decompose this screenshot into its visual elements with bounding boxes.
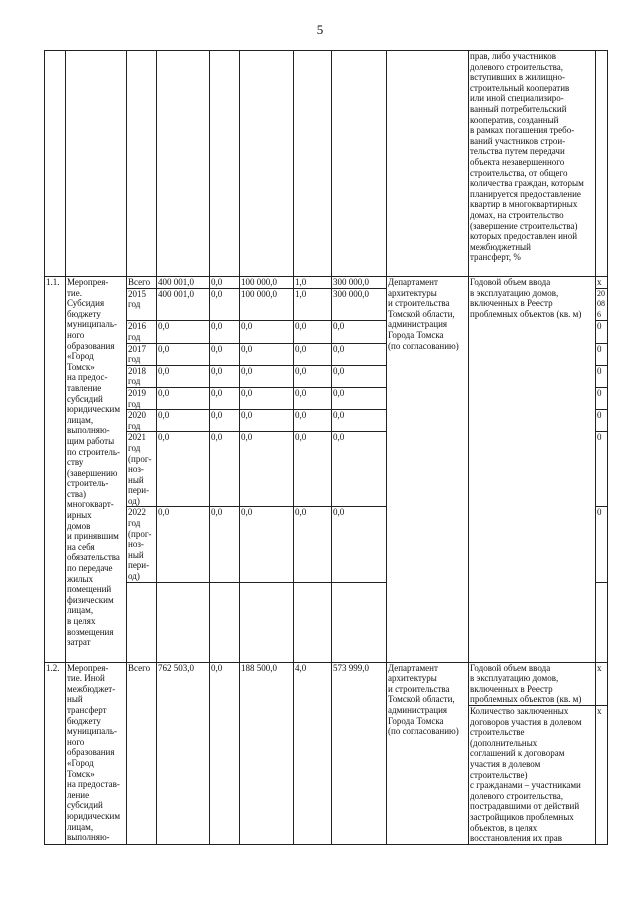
value-cell: 0 [596,432,608,507]
value-cell: 0 [596,321,608,343]
local-cell: 0,0 [294,321,332,343]
local-cell: 0,0 [294,365,332,387]
federal-cell: 0,0 [210,507,240,582]
year-cell: 2017 год [127,343,157,365]
other-cell: 0,0 [332,410,387,432]
table-row-1-1 [45,277,608,289]
federal-cell: 0,0 [210,343,240,365]
total-cell: 400 001,0 [157,277,210,289]
cell-empty [210,582,240,662]
value-cell: x [596,277,608,289]
regional-cell: 100 000,0 [240,277,294,289]
year-cell: 2018 год [127,365,157,387]
cell-empty [210,51,240,277]
value-cell: 20086 [596,288,608,321]
regional-cell: 0,0 [240,387,294,409]
cell-empty [157,582,210,662]
regional-cell: 0,0 [240,321,294,343]
cell-empty [240,51,294,277]
total-cell: 0,0 [157,343,210,365]
local-cell: 0,0 [294,387,332,409]
federal-cell: 0,0 [210,321,240,343]
federal-cell: 0,0 [210,387,240,409]
row-number: 1.1. [45,277,66,663]
year-cell: Всего [127,662,157,844]
year-cell: 2019 год [127,387,157,409]
event-description: Меропрея- тие. Субсидия бюджету муниципаль- ного образования «Город Томск» на предос- тавление субсидий юридическим лицам, выполняю- щим работы по строитель- ству (завершению строитель- ства) многокварт- ирных домов и принявшим на себя обязательства по передаче жилых помещений физическим лицам, в целях возмещения затрат [66,277,127,663]
federal-cell: 0,0 [210,662,240,844]
other-cell: 0,0 [332,321,387,343]
regional-cell: 0,0 [240,343,294,365]
total-cell: 0,0 [157,410,210,432]
cell-empty [332,51,387,277]
indicator-cell: Годовой объем ввода в эксплуатацию домов, включенных в Реестр проблемных объектов (кв. м) [469,277,596,663]
federal-cell: 0,0 [210,365,240,387]
event-description: Меропрея- тие. Иной межбюджет- ный трансферт бюджету муниципаль- ного образования «Город Томск» на предостав- ление субсидий юридическим лицам, выполняю- [66,662,127,844]
cell-empty [596,51,608,277]
local-cell: 1,0 [294,277,332,289]
regional-cell: 0,0 [240,410,294,432]
local-cell: 1,0 [294,288,332,321]
local-cell: 0,0 [294,432,332,507]
total-cell: 0,0 [157,321,210,343]
row-number: 1.2. [45,662,66,844]
total-cell: 0,0 [157,387,210,409]
total-cell: 762 503,0 [157,662,210,844]
page-number: 5 [316,22,324,37]
cell-empty [240,582,294,662]
regional-cell: 0,0 [240,365,294,387]
cell-empty [127,51,157,277]
cell-empty [294,51,332,277]
table-row-continuation [45,51,608,277]
local-cell: 0,0 [294,410,332,432]
year-cell: 2016 год [127,321,157,343]
executor-cell: Департамент архитектуры и строительства Томской области, администрация Города Томска (по согласованию) [387,277,469,663]
regional-cell: 0,0 [240,432,294,507]
total-cell: 0,0 [157,365,210,387]
year-cell: Всего [127,277,157,289]
table-row-1-2 [45,662,608,705]
cell-empty [596,582,608,662]
local-cell: 4,0 [294,662,332,844]
cell-empty [66,51,127,277]
other-cell: 0,0 [332,432,387,507]
value-cell: x [596,706,608,845]
cell-empty [387,51,469,277]
other-cell: 573 999,0 [332,662,387,844]
year-cell: 2015 год [127,288,157,321]
cell-empty [157,51,210,277]
cell-empty [45,51,66,277]
other-cell: 300 000,0 [332,288,387,321]
total-cell: 0,0 [157,432,210,507]
value-cell: 0 [596,365,608,387]
local-cell: 0,0 [294,343,332,365]
federal-cell: 0,0 [210,288,240,321]
cell-empty [294,582,332,662]
indicator-cell: Годовой объем ввода в эксплуатацию домов, включенных в Реестр проблемных объектов (кв. м) [469,662,596,705]
indicator-text: прав, либо участников долевого строительства, вступивших в жилищно- строительный кооператив или иной специализиро- ванный потребительский кооператив, созданный в рамках погашения требо- ваний участников строи- тельства путем передачи объекта незавершенного строительства, от общего количества граждан, которым планируется предоставление квартир в многоквартирных домах, на строительство (завершение строительства) которых предоставлен иной межбюджетный трансферт, % [469,51,596,277]
cell-empty [332,582,387,662]
federal-cell: 0,0 [210,410,240,432]
year-cell: 2020 год [127,410,157,432]
value-cell: 0 [596,507,608,582]
federal-cell: 0,0 [210,277,240,289]
year-cell: 2022 год (прог- ноз- ный пери- од) [127,507,157,582]
value-cell: x [596,662,608,705]
regional-cell: 0,0 [240,507,294,582]
local-cell: 0,0 [294,507,332,582]
other-cell: 0,0 [332,343,387,365]
other-cell: 0,0 [332,507,387,582]
value-cell: 0 [596,387,608,409]
total-cell: 0,0 [157,507,210,582]
other-cell: 0,0 [332,387,387,409]
regional-cell: 188 500,0 [240,662,294,844]
cell-empty [127,582,157,662]
federal-cell: 0,0 [210,432,240,507]
executor-cell: Департамент архитектуры и строительства Томской области, администрация Города Томска (по согласованию) [387,662,469,844]
other-cell: 0,0 [332,365,387,387]
program-table [44,50,608,845]
year-cell: 2021 год (прог- ноз- ный пери- од) [127,432,157,507]
value-cell: 0 [596,410,608,432]
regional-cell: 100 000,0 [240,288,294,321]
other-cell: 300 000,0 [332,277,387,289]
value-cell: 0 [596,343,608,365]
total-cell: 400 001,0 [157,288,210,321]
indicator-cell: Количество заключенных договоров участия в долевом строительстве (дополнительных соглашений к договорам участия в долевом строительстве) с гражданами – участниками долевого строительства, пострадавшими от действий застройщиков проблемных объектов, в целях восстановления их прав [469,706,596,845]
